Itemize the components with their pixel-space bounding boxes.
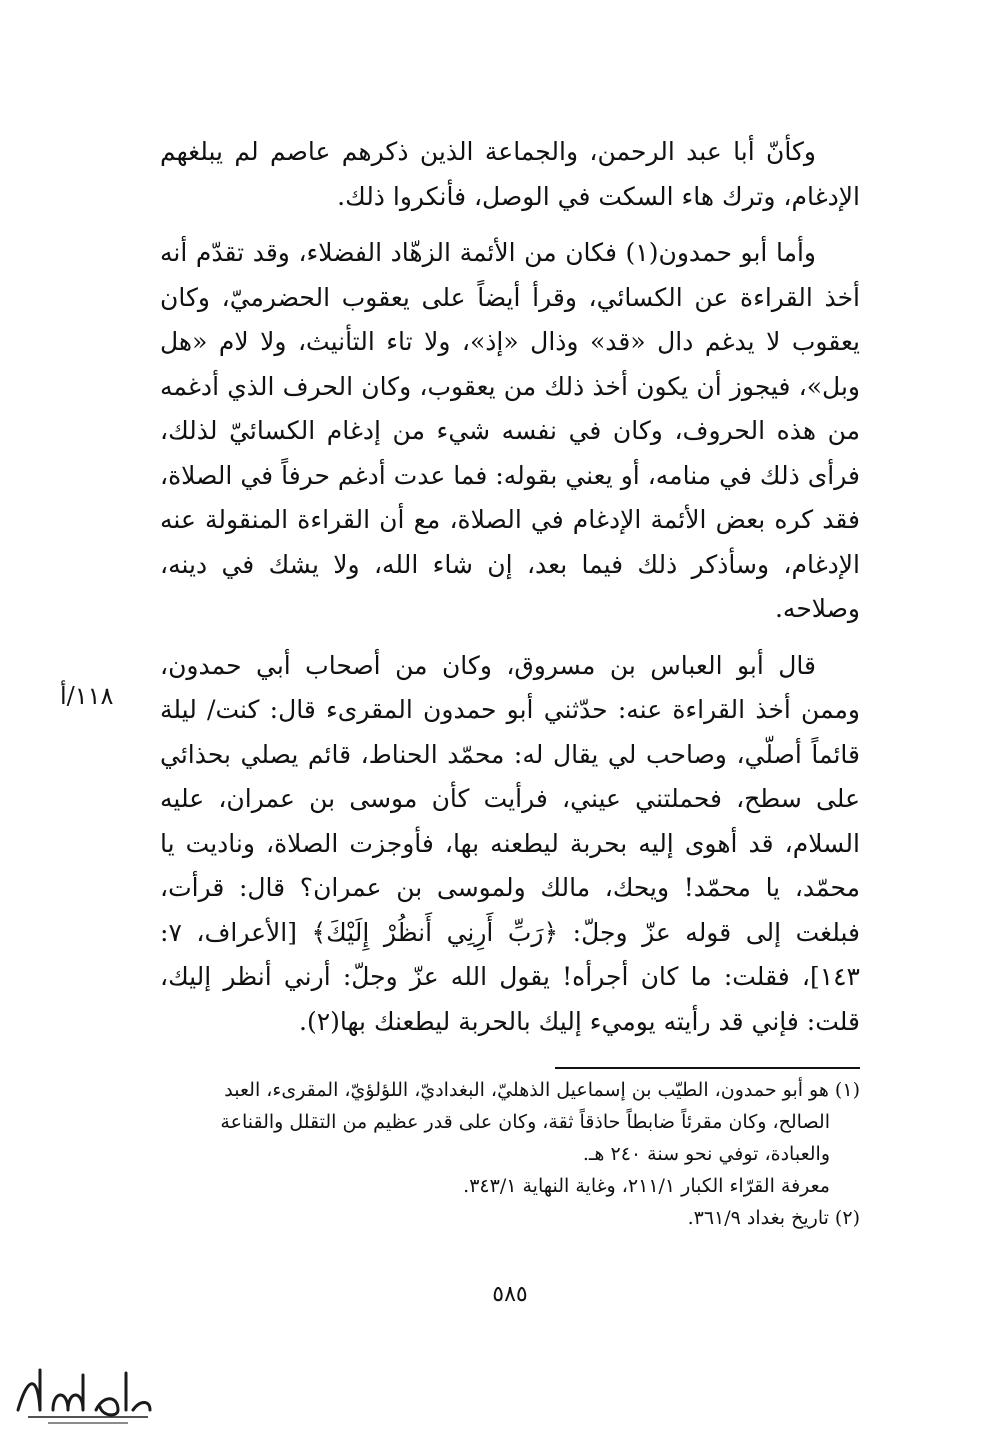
footnote-1-source: معرفة القرّاء الكبار ٢١١/١، وغاية النهاية ٣٤٣/١. [463,1175,830,1197]
footnote-1-line-1: (١) هو أبو حمدون، الطيّب بن إسماعيل الذهليّ، البغداديّ، اللؤلؤيّ، المقرىء، العبد [224,1079,860,1101]
paragraph-gap [160,632,860,644]
page-number: ٥٨٥ [492,1282,528,1307]
footnotes [160,1074,860,1234]
paragraph-3: قال أبو العباس بن مسروق، وكان من أصحاب أبي حمدون، وممن أخذ القراءة عنه: حدّثني أبو حمدون المقرىء قال: كنت/ ليلة قائماً أصلّي، وصاحب لي يقال له: محمّد الحناط، قائم يصلي بحذائي على سطح، فحملتني عيني، فرأيت كأن موسى بن عمران، عليه السلام، قد أهوى إليه بحربة ليطعنه بها، فأوجزت الصلاة، وناديت يا محمّد، يا محمّد! ويحك، مالك ولموسى بن عمران؟ قال: قرأت، فبلغت إلى قوله عزّ وجلّ: ﴿رَبِّ أَرِنِي أَنظُرْ إِلَيْكَ﴾ [الأعراف، ٧: ١٤٣]، فقلت: ما كان أجرأه! يقول الله عزّ وجلّ: أرني أنظر إليك، قلت: فإني قد رأيته يوميء إليك بالحربة ليطعنك بها(٢). [160,650,860,1036]
manuscript-folio-note: ١١٨/أ [60,682,114,710]
calligraphy-logo-icon [8,1355,158,1430]
paragraph-2: وأما أبو حمدون(١) فكان من الأئمة الزهّاد الفضلاء، وقد تقدّم أنه أخذ القراءة عن الكسائي، وقرأ أيضاً على يعقوب الحضرميّ، وكان يعقوب لا يدغم دال «قد» وذال «إذ»، ولا تاء التأنيث، ولا لام «هل وبل»، فيجوز أن يكون أخذ ذلك من يعقوب، وكان الحرف الذي أدغمه من هذه الحروف، وكان في نفسه شيء من إدغام الكسائيّ لذلك، فرأى ذلك في منامه، أو يعني بقوله: فما عدت أدغم حرفاً في الصلاة، فقد كره بعض الأئمة الإدغام في الصلاة، مع أن القراءة المنقولة عنه الإدغام، وسأذكر ذلك فيما بعد، إن شاء الله، ولا يشك في دينه، وصلاحه. [160,238,860,623]
footnote-1-line-2: الصالح، وكان مقرئاً ضابطاً حاذقاً ثقة، وكان على قدر عظيم من التقلل والقناعة [220,1111,830,1133]
main-text [160,130,860,1044]
paragraph-gap [160,219,860,231]
footnote-2: (٢) تاريخ بغداد ٣٦١/٩. [687,1207,860,1229]
footnote-separator [555,1067,860,1069]
paragraph-1: وكأنّ أبا عبد الرحمن، والجماعة الذين ذكرهم عاصم لم يبلغهم الإدغام، وترك هاء السكت في الوصل، فأنكروا ذلك. [160,137,860,211]
footnote-1-line-3: والعبادة، توفي نحو سنة ٢٤٠ هـ. [582,1143,830,1165]
